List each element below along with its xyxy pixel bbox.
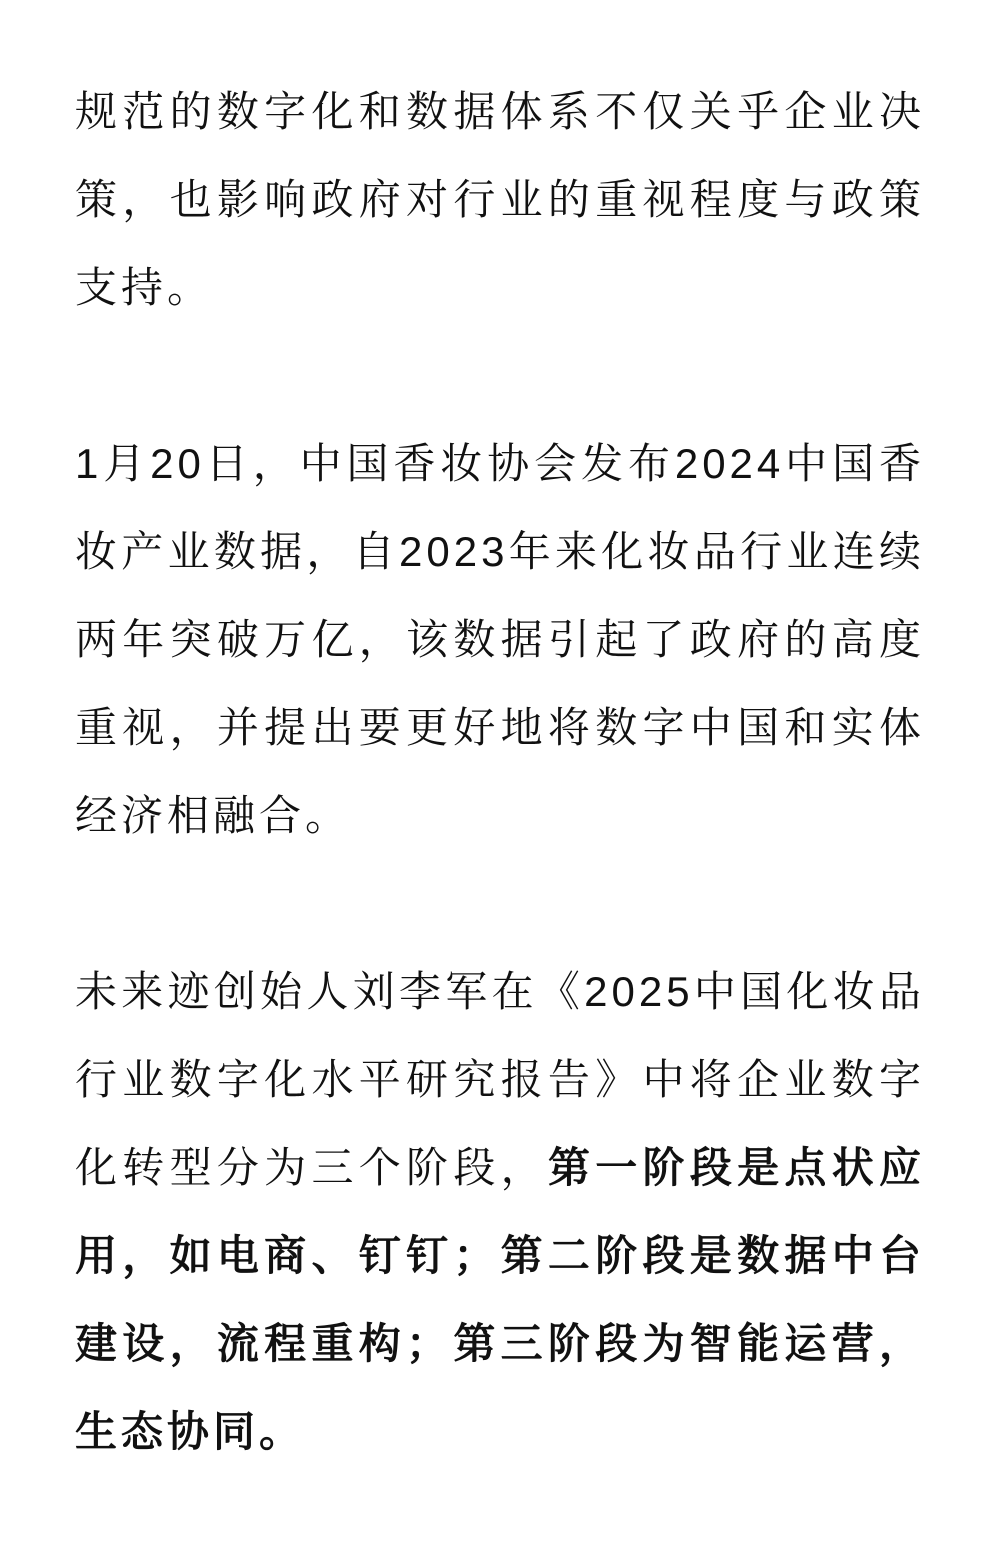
bold-text-segment: 第一阶段是点状应用，如电商、钉钉；第二阶段是数据中台建设，流程重构；第三阶段为智能运营，生态协同。 xyxy=(75,1144,925,1455)
text-segment: 1月20日，中国香妆协会发布2024中国香妆产业数据，自2023年来化妆品行业连续两年突破万亿，该数据引起了政府的高度重视，并提出要更好地将数字中国和实体经济相融合。 xyxy=(75,440,925,839)
paragraph-2 xyxy=(75,420,925,860)
text-segment: 规范的数字化和数据体系不仅关乎企业决策，也影响政府对行业的重视程度与政策支持。 xyxy=(75,88,925,311)
article-body xyxy=(75,0,925,1476)
paragraph-3 xyxy=(75,948,925,1476)
text-segment: 未来迹创始人刘李军在《2025中国化妆品行业数字化水平研究报告》中将企业数字化转型分为三个阶段， xyxy=(75,968,925,1191)
paragraph-1 xyxy=(75,68,925,332)
